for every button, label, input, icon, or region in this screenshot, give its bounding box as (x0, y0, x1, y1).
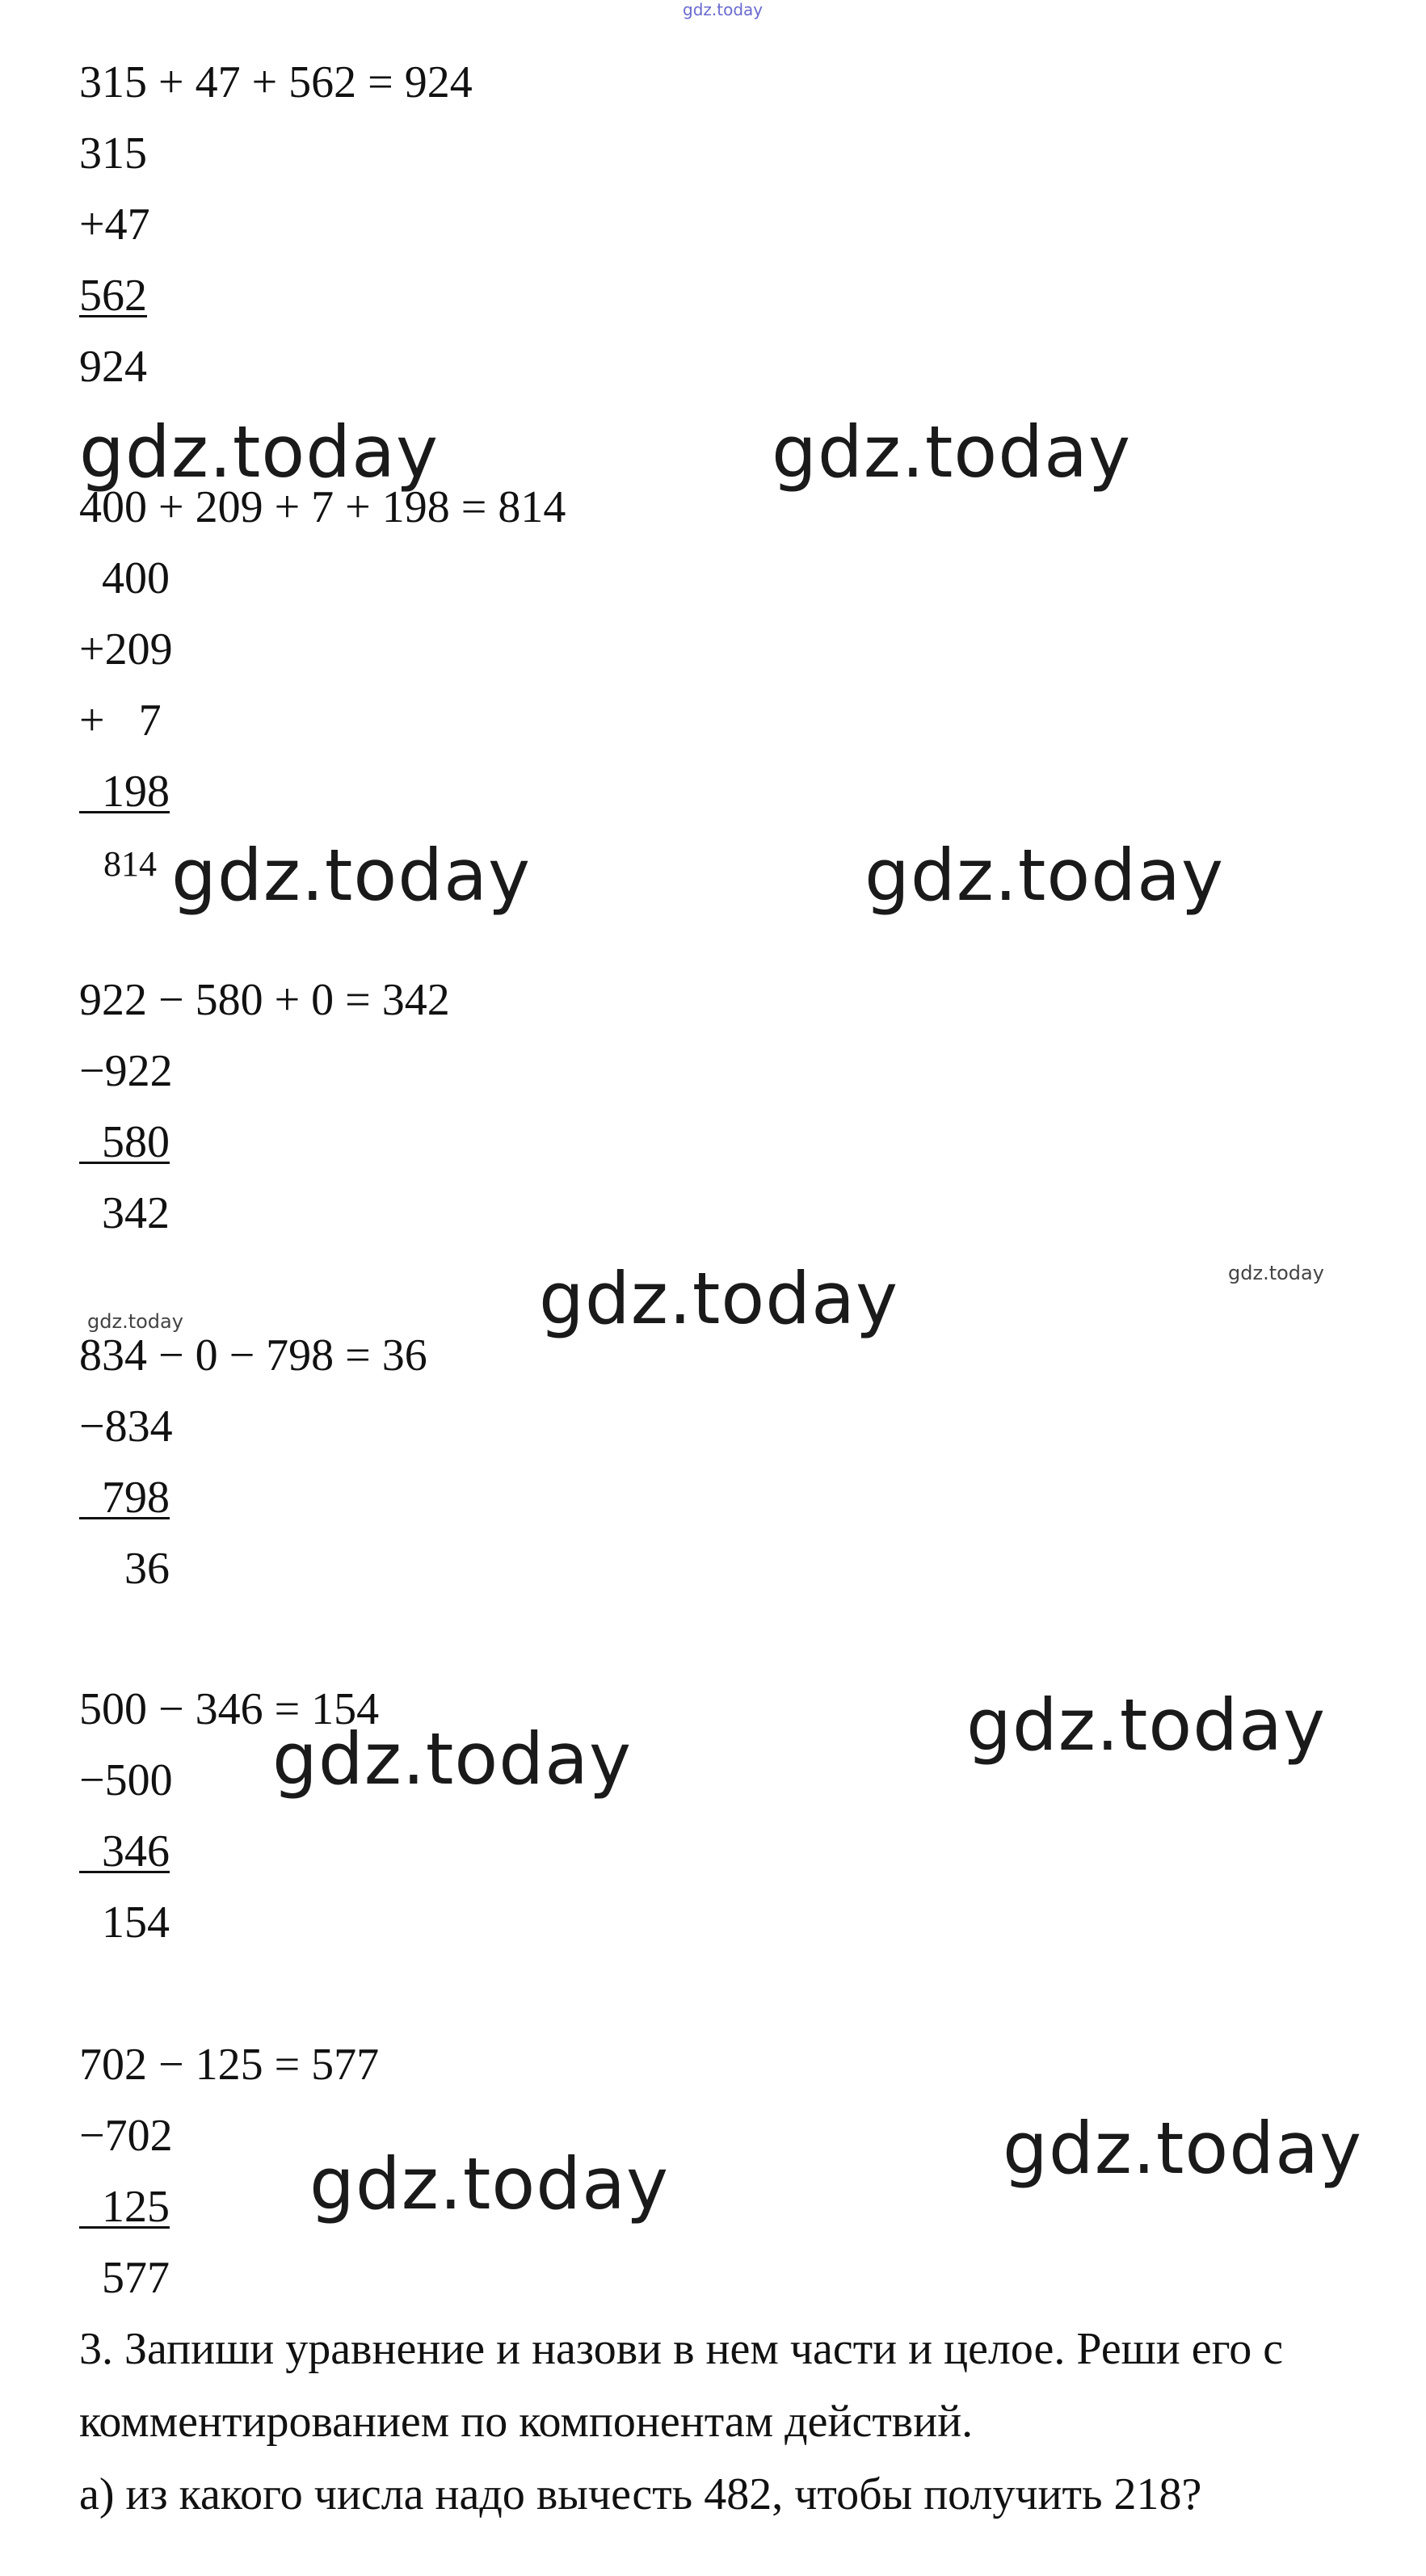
column-line-underlined (79, 1472, 170, 1523)
column-line-underlined (79, 2181, 170, 2233)
column-line: −702 (79, 2111, 173, 2161)
column-line-underlined: 562 (79, 271, 147, 321)
column-line: −834 (79, 1401, 173, 1452)
underlined-number: 580 (79, 1117, 170, 1167)
underlined-number: 125 (79, 2182, 170, 2232)
watermark-top: gdz.today (683, 0, 763, 19)
column-line: +209 (79, 624, 173, 674)
task-line-1: 3. Запиши уравнение и назови в нем части и целое. Реши его с (79, 2324, 1284, 2374)
column-line: −922 (79, 1046, 173, 1096)
column-line-underlined (79, 766, 170, 817)
column-result: 154 (79, 1897, 170, 1948)
watermark: gdz.today (79, 410, 440, 494)
equation-line: 315 + 47 + 562 = 924 (79, 57, 473, 107)
underlined-number: 346 (79, 1826, 170, 1876)
watermark: gdz.today (772, 410, 1132, 494)
equation-line: 702 − 125 = 577 (79, 2040, 380, 2090)
task-line-3: а) из какого числа надо вычесть 482, чтобы получить 218? (79, 2469, 1202, 2519)
column-line: −500 (79, 1755, 173, 1805)
column-line-underlined (79, 1826, 170, 1877)
column-line: 400 (79, 553, 170, 603)
watermark-small: gdz.today (1228, 1262, 1324, 1284)
watermark-small: gdz.today (87, 1310, 183, 1333)
column-result: 342 (79, 1188, 170, 1238)
watermark: gdz.today (966, 1683, 1327, 1767)
column-result: 577 (79, 2253, 170, 2303)
watermark: gdz.today (864, 834, 1225, 917)
column-line: + 7 (79, 695, 162, 746)
equation-line: 500 − 346 = 154 (79, 1684, 380, 1734)
equation-line: 400 + 209 + 7 + 198 = 814 (79, 482, 566, 532)
column-line: 315 (79, 128, 147, 179)
column-result: 36 (79, 1544, 170, 1594)
watermark: gdz.today (1003, 2107, 1363, 2190)
task-line-2: комментированием по компонентам действий. (79, 2397, 974, 2447)
column-result: 924 (79, 342, 147, 392)
equation-line: 922 − 580 + 0 = 342 (79, 975, 450, 1025)
underlined-number: 198 (79, 767, 170, 817)
watermark: gdz.today (171, 834, 532, 917)
equation-line: 834 − 0 − 798 = 36 (79, 1330, 427, 1380)
column-line: +47 (79, 200, 150, 250)
column-result: 814 (103, 844, 157, 884)
underlined-number: 798 (79, 1473, 170, 1523)
column-line-underlined (79, 1116, 170, 1168)
watermark: gdz.today (272, 1717, 633, 1801)
watermark: gdz.today (309, 2142, 670, 2225)
watermark: gdz.today (539, 1257, 899, 1340)
